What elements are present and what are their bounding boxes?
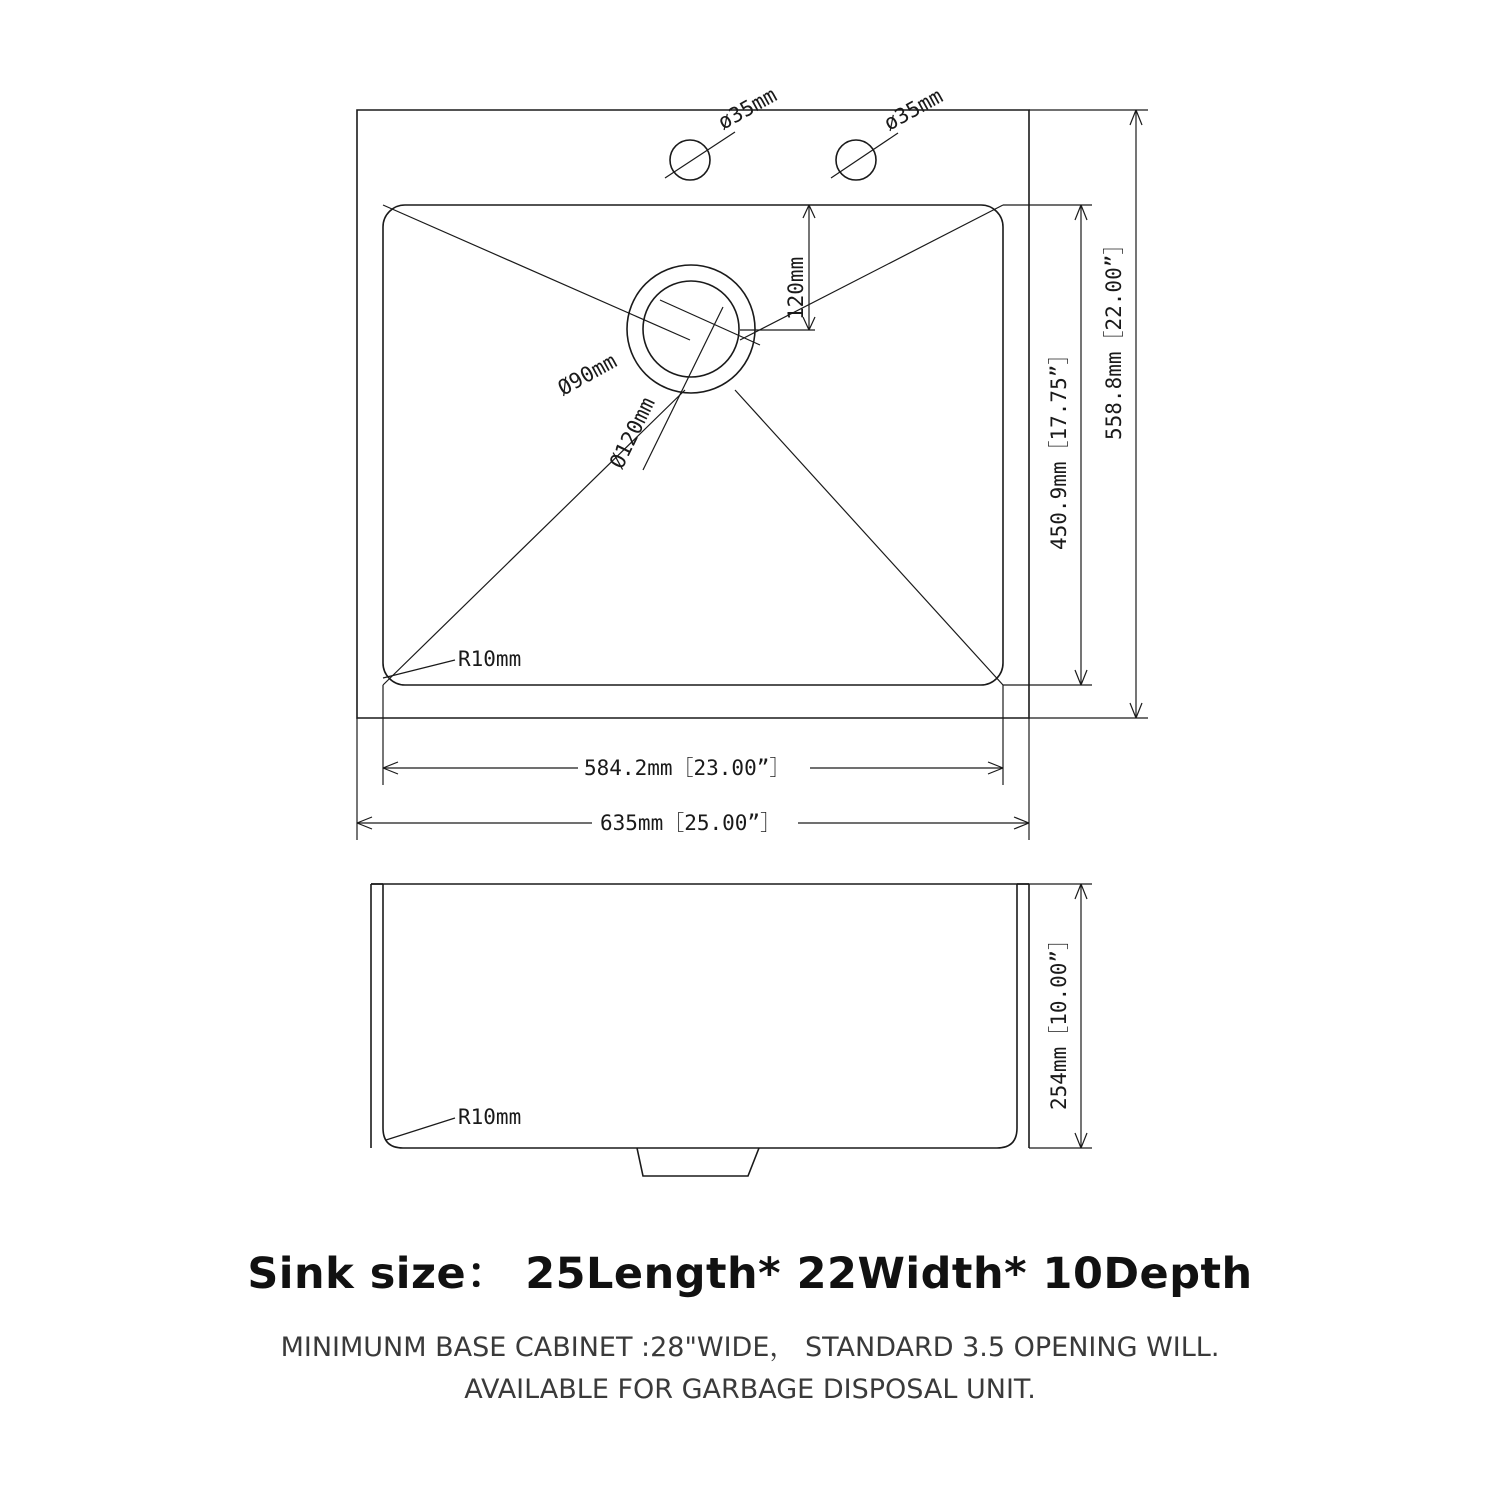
top-corner-radius-label: R10mm: [458, 647, 522, 671]
inner-height-dimension: [1003, 205, 1092, 685]
bowl-slope-lines: [383, 205, 1003, 685]
sink-deck-outline: [357, 110, 1029, 718]
caption-block: [0, 1240, 1500, 1411]
drain-offset-dimension: [740, 205, 815, 330]
cabinet-note-line-1: MINIMUNM BASE CABINET :28"WIDE， STANDARD 3.5 OPENING WILL.: [280, 1332, 1220, 1363]
inner-width-dimension: [383, 685, 1003, 785]
front-drain-boss: [637, 1148, 759, 1176]
outer-width-label: 635mm［25.00”］: [600, 811, 782, 835]
faucet-hole-left: [670, 140, 710, 180]
inner-width-label: 584.2mm［23.00”］: [584, 756, 791, 780]
faucet-hole-right-leader: [831, 133, 898, 178]
front-radius-leader: [386, 1118, 455, 1140]
top-view-group: [357, 83, 1148, 840]
front-corner-radius-label: R10mm: [458, 1105, 522, 1129]
inner-height-label: 450.9mm［17.75”］: [1047, 343, 1071, 550]
cabinet-note-line-2: AVAILABLE FOR GARBAGE DISPOSAL UNIT.: [464, 1373, 1036, 1405]
faucet-hole-left-leader: [665, 132, 735, 178]
drain-offset-label: 120mm: [784, 256, 808, 320]
depth-label: 254mm［10.00”］: [1047, 928, 1071, 1110]
drain-outer-leader: [660, 300, 760, 345]
sink-bowl-outline: [383, 205, 1003, 685]
drain-outer-circle: [627, 265, 755, 393]
top-radius-leader: [383, 660, 455, 678]
drain-inner-leader: [643, 307, 723, 470]
front-view-group: [371, 884, 1092, 1176]
drain-inner-diameter-label: Ø90mm: [553, 348, 621, 401]
drain-outer-diameter-label: Ø120mm: [604, 393, 660, 473]
sink-size-title: Sink size： 25Length* 22Width* 10Depth: [247, 1249, 1253, 1299]
faucet-hole-right-label: ø35mm: [879, 83, 947, 136]
faucet-hole-left-label: ø35mm: [713, 82, 781, 135]
depth-dimension: [1029, 884, 1092, 1148]
faucet-hole-right: [836, 140, 876, 180]
outer-height-label: 558.8mm［22.00”］: [1102, 233, 1126, 440]
